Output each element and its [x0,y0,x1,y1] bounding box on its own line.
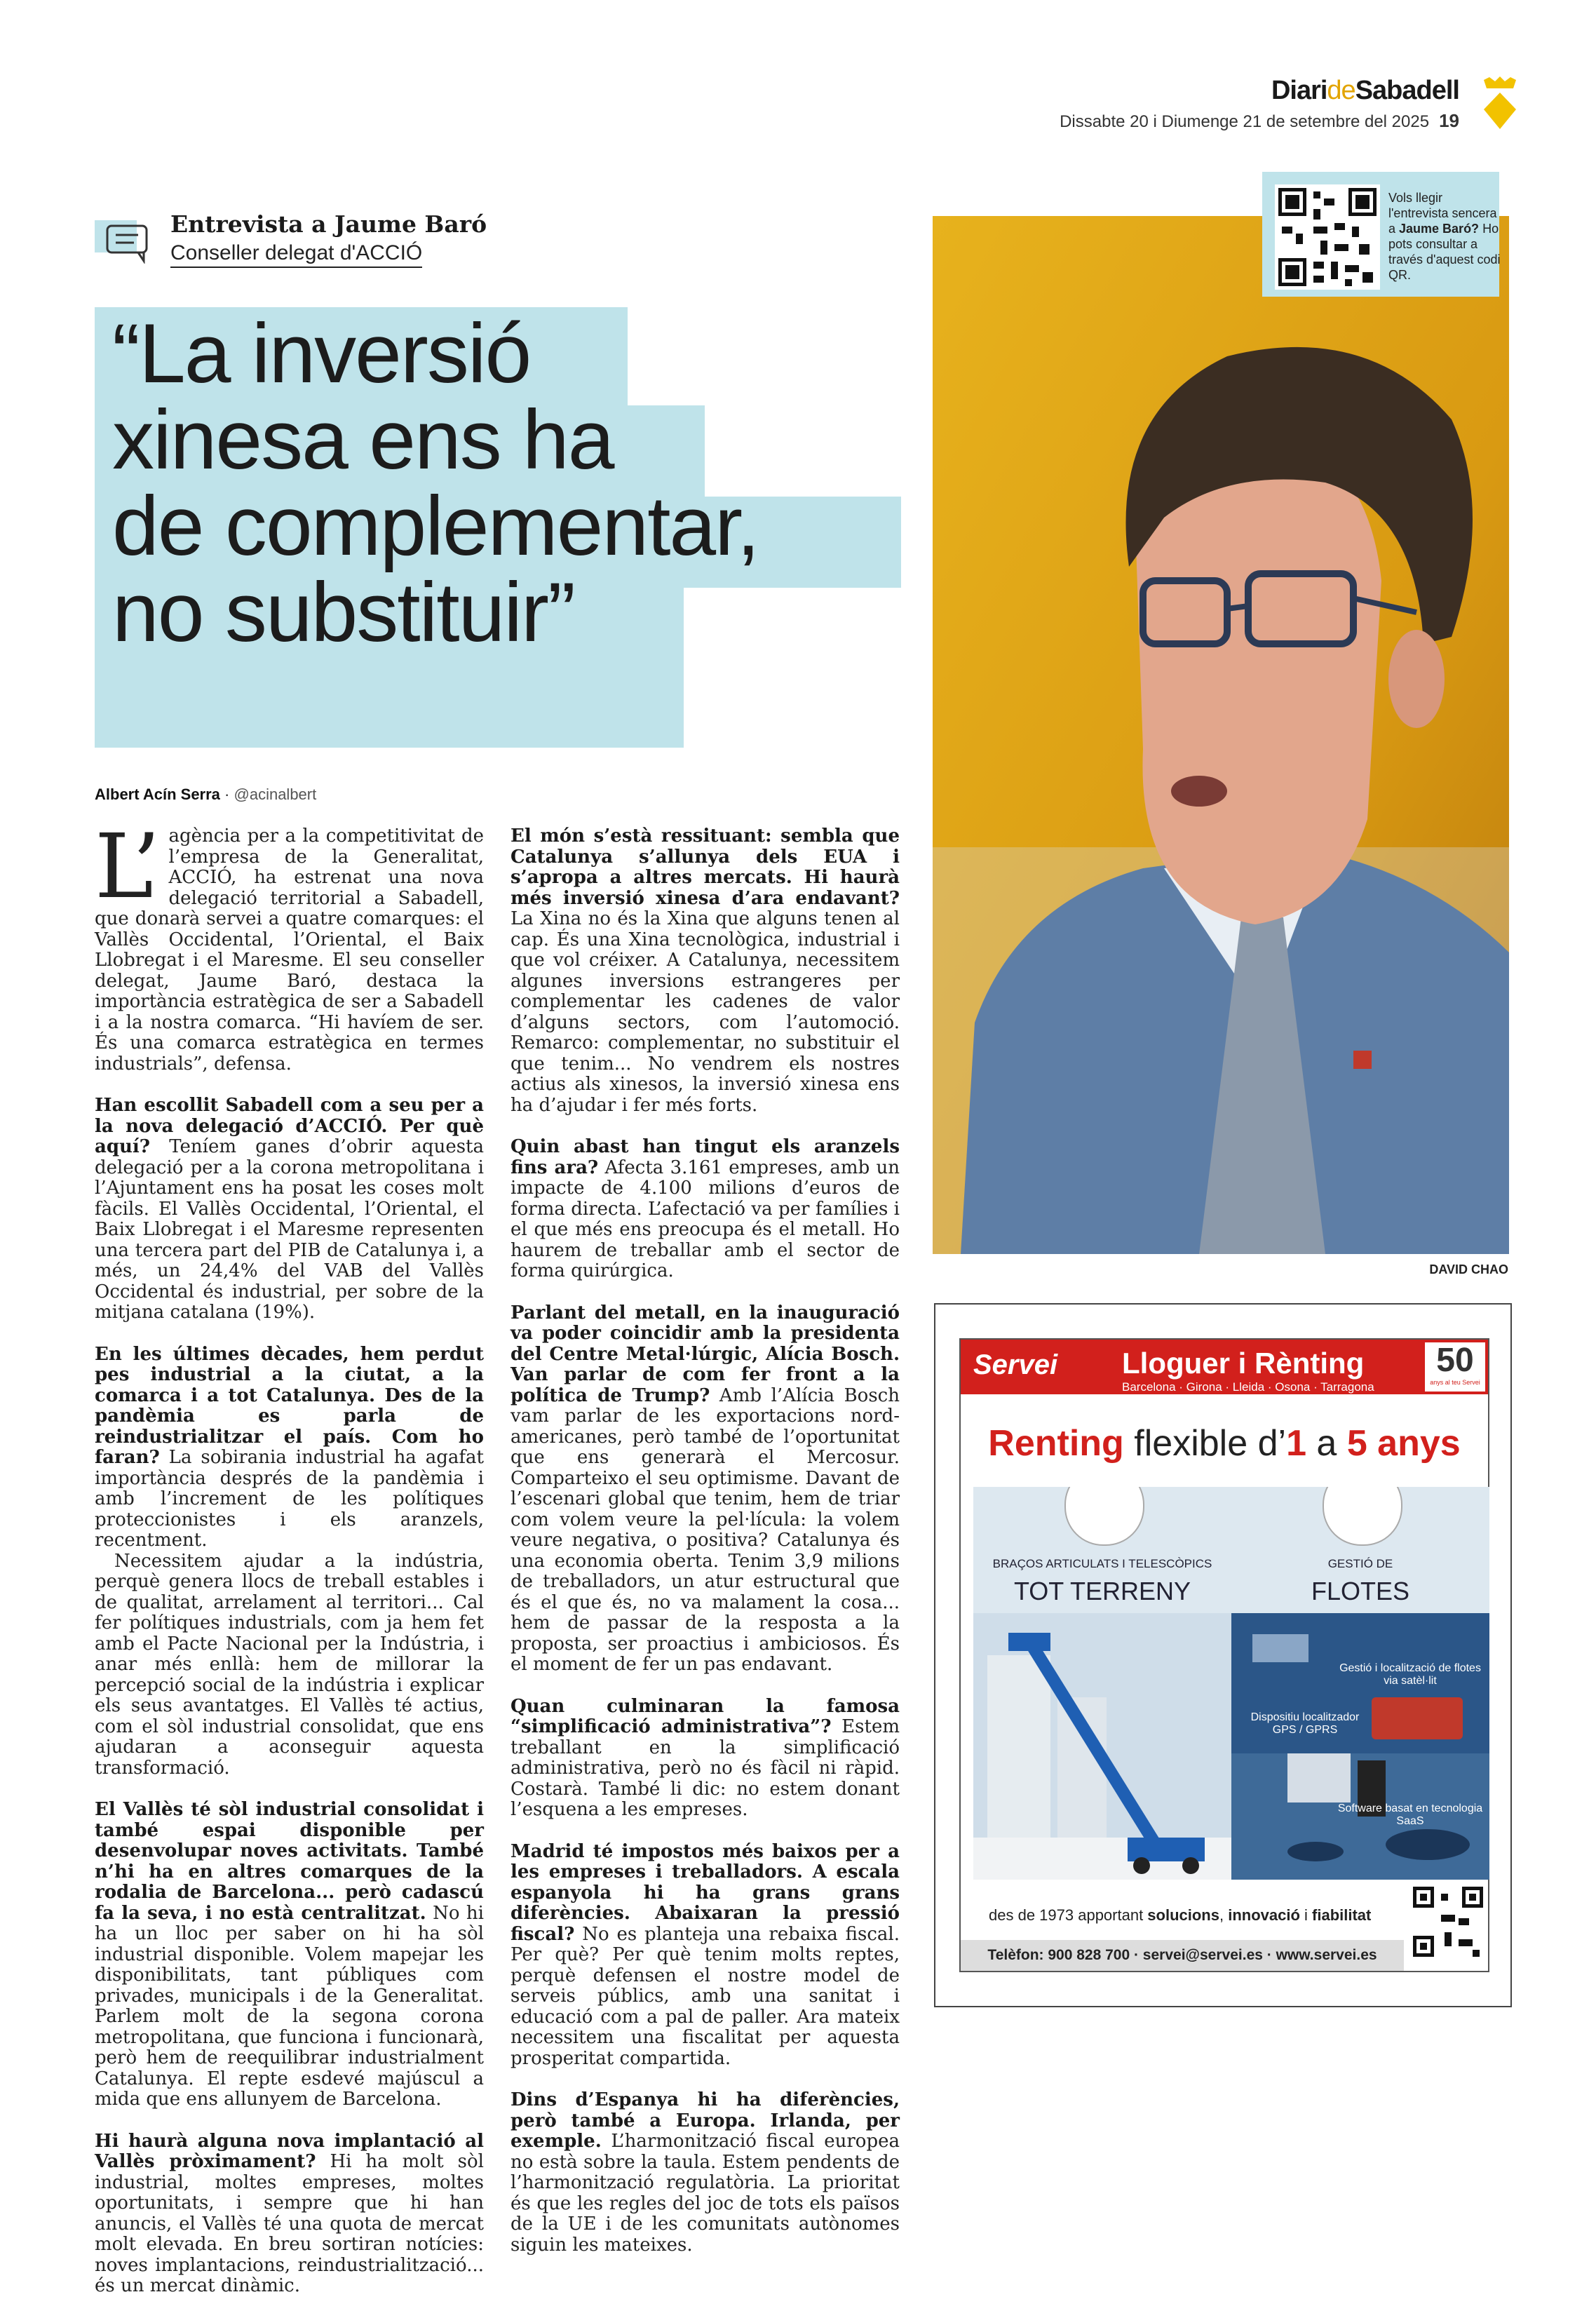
byline [95,786,316,804]
ad-tagline: des de 1973 apportant solucions, innovació i fiabilitat [989,1906,1372,1924]
answer: Teníem ganes d’obrir aquesta delegació per a la corona metropolitana i l’Ajuntament ens ha posat les coses molt fàcils. El Vallès Occidental, l’Oriental, el Baix Llobregat i el Maresme representen una tercera part del PIB de Catalunya i, a més, un 24,4% del VAB del Vallès Occidental és industrial, per sobre de la mitjana catalana (19%). [95,1136,484,1323]
answer: L’harmonització fiscal europea no està sobre la taula. Estem pendents de l’harmonització regulatòria. La prioritat és que les regles del joc de tots els països de la UE i de les comunitats autònomes siguin les mateixes. [510,2131,900,2256]
ad-banner-cities: Barcelona · Girona · Lleida · Osona · Tarragona [1122,1380,1374,1394]
ad-frame [959,1338,1489,1972]
question: Quin abast han tingut els aranzels fins ara? [510,1136,900,1178]
question: Dins d’Espanya hi ha diferències, però també a Europa. Irlanda, per exemple. [510,2089,900,2152]
qa-paragraph [95,1551,484,1779]
qa-paragraph [510,1303,900,1676]
issue-date: Dissabte 20 i Diumenge 21 de setembre del 2025 [1060,112,1430,131]
answer: Estem treballant en la simplificació administrativa, però no és fàcil ni ràpid. Costarà. També li dic: no estem donant l’esquena a les empreses. [510,1716,900,1820]
qr-callout-text: Vols llegir l'entrevista sencera a Jaume Baró? Ho pots consultar a través d'aquest codi QR. [1388,191,1501,282]
headline-line: xinesa ens ha [112,393,614,487]
page-number: 19 [1439,110,1459,131]
answer: La Xina no és la Xina que alguns tenen al cap. És una Xina tecnològica, industrial i que vol créixer. A Catalunya, necessitem algunes inversions estrangeres per complementar les cadenes de valor d’alguns sectors, com l’automoció. Remarco: complementar, no substituir el que tenim... No vendrem els nostres actius als xinesos, la inversió xinesa ens ha d’ajudar i fer més forts. [510,908,900,1116]
crane-icon [1064,1487,1144,1546]
qa-paragraph [95,1800,484,2110]
answer: Afecta 3.161 empreses, amb un impacte de 4.100 milions d’euros de forma directa. L’afectació va per famílies i el que més ens preocupa és el metall. Ho haurem de treballar amb el sector de forma quirúrgica. [510,1157,900,1281]
byline-separator: · [224,786,230,803]
ad-qr-code-icon[interactable] [1413,1887,1483,1964]
article-column-1 [95,815,484,2318]
ad-panel-fleet: GESTIÓ DE FLOTES Gestió i localització de flotes via satèl·lit Dispositiu localitzador GPS / GPRS Software basat en tecnologia SaaS [1231,1487,1489,1880]
ad-panel-caption: Gestió i localització de flotes via satèl·lit [1339,1662,1481,1687]
author-name: Albert Acín Serra [95,786,220,803]
ad-panel-lifts: BRAÇOS ARTICULATS I TELESCÒPICS TOT TERRENY [973,1487,1231,1880]
servei-logo: Servei [973,1349,1058,1380]
headline-line: de complementar, [112,479,759,573]
answer: La sobirania industrial ha agafat importància després de la pandèmia i amb l’increment de les polítiques proteccionistes i els aranzels, recentment. [95,1447,484,1551]
headline-line: no substituir” [112,565,574,659]
ad-red-banner [961,1340,1488,1394]
qa-paragraph [510,1697,900,1821]
question: El món s’està ressituant: sembla que Catalunya s’allunya dels EUA i s’apropa a altres mercats. Hi haurà més inversió xinesa d’ara endavant? [510,826,900,909]
answer: No hi ha un lloc per saber on hi ha sòl industrial disponible. Volem mapejar les disponibilitats, tant públiques com privades, municipals i de la Generalitat. Parlem molt de la segona corona metropolitana, que funciona i funcionarà, però hem de reequilibrar industrialment Catalunya. El repte esdevé majúscul a mida que ens allunyem de Barcelona. [95,1902,484,2110]
question: Han escollit Sabadell com a seu per a la nova delegació d’ACCIÓ. Per què aquí? [95,1095,484,1157]
shield-icon [1481,76,1519,132]
portrait-illustration [933,216,1509,1254]
qa-paragraph [95,1096,484,1323]
intro-paragraph: L’ agència per a la competitivitat de l’empresa de la Generalitat, ACCIÓ, ha estrenat una nova delegació territorial a Sabadell, que donarà servei a quatre comarques: el Vallès Occidental, l’Oriental, el Baix Llobregat i el Maresme. El seu conseller delegat, Jaume Baró, destaca la importància estratègica de ser a Sabadell i a la nostra comarca. “Hi havíem de ser. És una comarca estratègica en termes industrials”, defensa. [95,815,484,1074]
qa-paragraph [95,1345,484,1551]
photo-credit: DAVID CHAO [1429,1262,1508,1276]
aerial-lift-illustration [973,1613,1231,1880]
question: Parlant del metall, en la inauguració va poder coincidir amb la presidenta del Centre Metal·lúrgic, Alícia Bosch. Van parlar de com fer front a la política de Trump? [510,1302,900,1406]
section-subtitle: Conseller delegat d'ACCIÓ [170,241,422,268]
question: Hi haurà alguna nova implantació al Vallès pròximament? [95,2130,484,2172]
qr-code-icon[interactable] [1275,184,1380,290]
chat-bubble-icon [95,216,155,264]
author-handle[interactable]: @acinalbert [234,786,317,803]
question: Quan culminaran la famosa “simplificació administrativa”? [510,1695,900,1737]
fleet-tech-illustration [1231,1613,1489,1880]
answer: No es planteja una rebaixa fiscal. Per què? Per què tenim molts reptes, perquè defensen el nostre model de serveis públics, amb una sanitat i educació com a pal de paller. Ara mateix necessitem una fiscalitat per aquesta prosperitat compartida. [510,1923,900,2069]
anniversary-badge: 50 anys al teu Servei [1425,1342,1485,1392]
advertisement[interactable] [934,1303,1512,2007]
qa-paragraph [510,1137,900,1282]
headline [112,306,759,659]
question: En les últimes dècades, hem perdut pes industrial a la ciutat, a la comarca i a tot Catalunya. Des de la pandèmia es parla de reindustrialitzar el país. Com ho faran? [95,1343,484,1468]
answer: Necessitem ajudar a la indústria, perquè genera llocs de treball estables i de qualitat, arrelament al territori... Cal fer polítiques industrials, com ja hem fet amb el Pacte Nacional per la Indústria, i anar més enllà: hem de millorar la percepció social de la indústria i explicar els seus avantatges. El Vallès té actius, com el sòl industrial consolidat, que ens ajudaran a aconseguir aquesta transformació. [95,1550,484,1779]
qa-paragraph [510,2090,900,2256]
ad-headline: Renting flexible d’1 a 5 anys [988,1423,1461,1464]
ad-contact[interactable]: Telèfon: 900 828 700 · servei@servei.es · www.servei.es [961,1940,1404,1971]
ad-panel-caption: Dispositiu localitzador GPS / GPRS [1250,1711,1360,1736]
qa-paragraph [95,2131,484,2297]
question: Madrid té impostos més baixos per a les empreses i treballadors. A escala espanyola hi ha grans grans diferències. Abaixaran la pressió fiscal? [510,1840,900,1945]
article-column-2 [510,826,900,2277]
qr-callout[interactable] [1262,172,1499,297]
headline-line: “La inversió [112,306,531,400]
tow-truck-icon [1323,1487,1402,1546]
answer: Amb l’Alícia Bosch vam parlar de les exportacions nord-americanes, però també de l’oportunitat que ens generarà el Mercosur. Comparteixo el seu optimisme. Davant de l’escenari global que tenim, hem de triar com volem veure la pel·lícula: la volem veure negativa, o positiva? Catalunya és una economia oberta. Tenim 3,9 milions de treballadors, un atur estructural que és el que és, no va malament la cosa... hem de passar de la resposta a la proposta, ser proactius i ambiciosos. És el moment de fer un pas endavant. [510,1384,900,1675]
qa-paragraph [510,1842,900,2070]
qa-paragraph [510,826,900,1116]
interviewee-photo [933,216,1509,1254]
masthead [1060,76,1459,132]
ad-banner-title: Lloguer i Rènting [1122,1347,1365,1380]
newspaper-logo[interactable]: DiarideSabadell [1271,76,1459,105]
drop-cap: L’ [95,815,161,918]
answer: Hi ha molt sòl industrial, moltes empreses, moltes oportunitats, i sempre que hi han anuncis, el Vallès té una quota de mercat molt elevada. En breu sortiran notícies: noves implantacions, reindustrialització... és un mercat dinàmic. [95,2151,484,2296]
section-title: Entrevista a Jaume Baró [170,210,487,238]
question: El Vallès té sòl industrial consolidat i també espai disponible per desenvolupar noves activitats. També n’hi ha en altres comarques de la rodalia de Barcelona... però cadascú fa la seva, i no està centralitzat. [95,1799,484,1924]
ad-panel-caption: Software basat en tecnologia SaaS [1337,1802,1483,1827]
